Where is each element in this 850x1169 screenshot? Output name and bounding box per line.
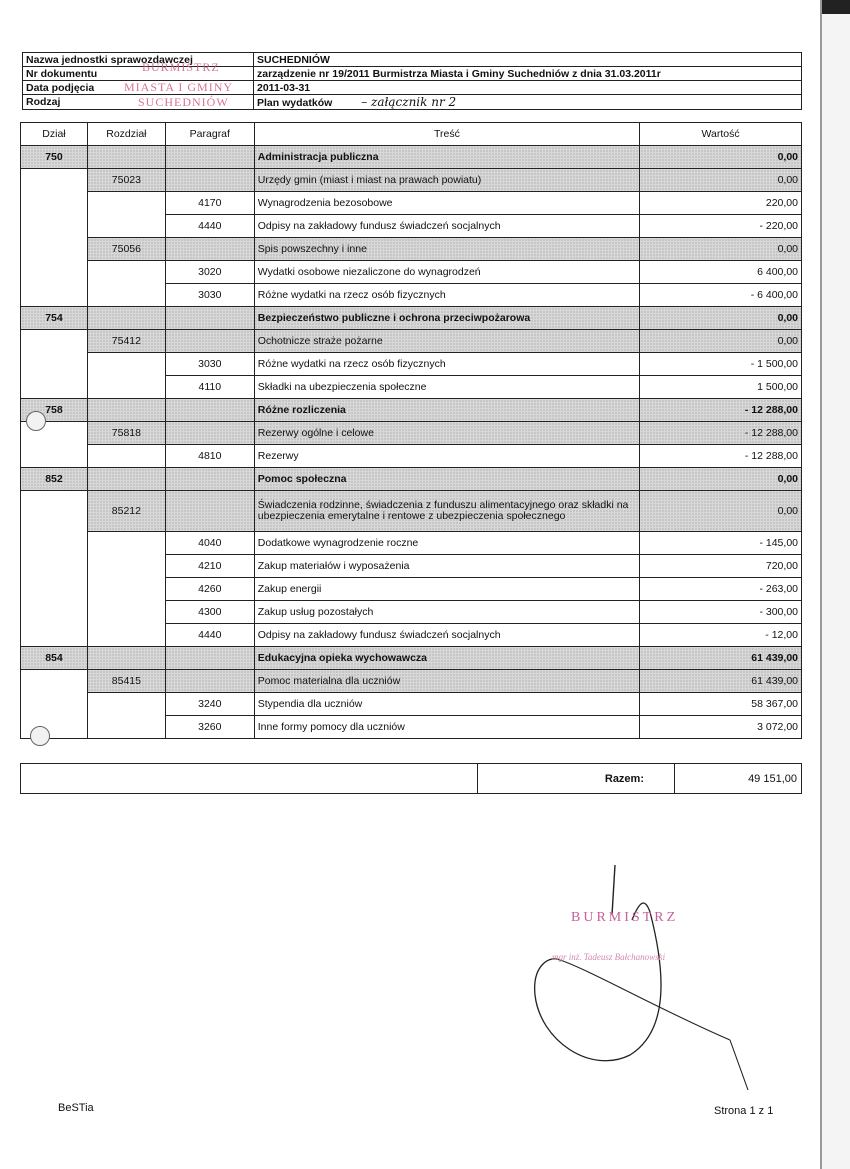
paragraph-value: - 263,00 bbox=[640, 578, 802, 601]
header-rozdzial: Rozdział bbox=[87, 123, 165, 146]
section-row bbox=[21, 468, 802, 491]
section-code: 852 bbox=[21, 468, 88, 491]
signature-name: mgr inż. Tadeusz Bałchanowski bbox=[552, 952, 666, 962]
paragraph-value: 3 072,00 bbox=[640, 716, 802, 739]
section-code: 750 bbox=[21, 146, 88, 169]
paragraph-code: 3260 bbox=[165, 716, 254, 739]
chapter-span-cell bbox=[87, 693, 165, 739]
scan-edge-corner bbox=[822, 0, 850, 14]
paragraph-row bbox=[21, 693, 802, 716]
section-code: 758 bbox=[21, 399, 88, 422]
section-row bbox=[21, 647, 802, 670]
handwritten-note: – załącznik nr 2 bbox=[361, 95, 457, 109]
paragraph-name: Odpisy na zakładowy fundusz świadczeń socjalnych bbox=[254, 215, 639, 238]
paragraph-value: - 220,00 bbox=[640, 215, 802, 238]
paragraph-code: 4210 bbox=[165, 555, 254, 578]
total-spacer bbox=[21, 764, 478, 794]
table-header-row bbox=[21, 123, 802, 146]
table-body bbox=[21, 146, 802, 739]
paragraph-value: - 1 500,00 bbox=[640, 353, 802, 376]
chapter-row bbox=[21, 491, 802, 532]
section-row bbox=[21, 146, 802, 169]
section-value: 61 439,00 bbox=[640, 647, 802, 670]
paragraph-value: - 300,00 bbox=[640, 601, 802, 624]
section-name: Różne rozliczenia bbox=[254, 399, 639, 422]
chapter-span-cell bbox=[87, 353, 165, 399]
paragraph-value: - 145,00 bbox=[640, 532, 802, 555]
paragraph-row bbox=[21, 192, 802, 215]
section-name: Pomoc społeczna bbox=[254, 468, 639, 491]
meta-label: Rodzaj bbox=[23, 95, 254, 110]
paragraph-row bbox=[21, 445, 802, 468]
section-empty bbox=[87, 307, 165, 330]
paragraph-row bbox=[21, 261, 802, 284]
meta-value: zarządzenie nr 19/2011 Burmistrza Miasta i Gminy Suchedniów z dnia 31.03.2011r bbox=[254, 67, 802, 81]
paragraph-code: 3030 bbox=[165, 353, 254, 376]
paragraph-value: 6 400,00 bbox=[640, 261, 802, 284]
meta-value bbox=[254, 95, 802, 110]
section-empty bbox=[165, 647, 254, 670]
section-code: 754 bbox=[21, 307, 88, 330]
header-dzial: Dział bbox=[21, 123, 88, 146]
header-wartosc: Wartość bbox=[640, 123, 802, 146]
chapter-name: Świadczenia rodzinne, świadczenia z funduszu alimentacyjnego oraz składki na ubezpieczenia emerytalne i rentowe z ubezpieczenia społecznego bbox=[254, 491, 639, 532]
section-span-cell bbox=[21, 169, 88, 307]
chapter-code: 85212 bbox=[87, 491, 165, 532]
paragraph-name: Stypendia dla uczniów bbox=[254, 693, 639, 716]
scan-edge bbox=[822, 0, 850, 1169]
chapter-row bbox=[21, 670, 802, 693]
paragraph-code: 3240 bbox=[165, 693, 254, 716]
scan-edge-line bbox=[820, 0, 822, 1169]
chapter-name: Spis powszechny i inne bbox=[254, 238, 639, 261]
meta-label: Nr dokumentu bbox=[23, 67, 254, 81]
paragraph-name: Wydatki osobowe niezaliczone do wynagrodzeń bbox=[254, 261, 639, 284]
chapter-row bbox=[21, 169, 802, 192]
punch-hole bbox=[26, 411, 46, 431]
meta-label: Data podjęcia bbox=[23, 81, 254, 95]
chapter-empty bbox=[165, 238, 254, 261]
section-empty bbox=[87, 468, 165, 491]
section-value: 0,00 bbox=[640, 468, 802, 491]
paragraph-code: 4040 bbox=[165, 532, 254, 555]
chapter-code: 85415 bbox=[87, 670, 165, 693]
total-table bbox=[20, 763, 802, 794]
meta-row bbox=[23, 67, 802, 81]
header-paragraf: Paragraf bbox=[165, 123, 254, 146]
total-value: 49 151,00 bbox=[675, 764, 802, 794]
paragraph-name: Różne wydatki na rzecz osób fizycznych bbox=[254, 284, 639, 307]
paragraph-name: Składki na ubezpieczenia społeczne bbox=[254, 376, 639, 399]
paragraph-row bbox=[21, 353, 802, 376]
total-label: Razem: bbox=[478, 764, 675, 794]
paragraph-name: Różne wydatki na rzecz osób fizycznych bbox=[254, 353, 639, 376]
chapter-span-cell bbox=[87, 532, 165, 647]
chapter-empty bbox=[165, 330, 254, 353]
chapter-empty bbox=[165, 491, 254, 532]
chapter-name: Rezerwy ogólne i celowe bbox=[254, 422, 639, 445]
section-row bbox=[21, 399, 802, 422]
paragraph-code: 4110 bbox=[165, 376, 254, 399]
chapter-row bbox=[21, 238, 802, 261]
paragraph-name: Odpisy na zakładowy fundusz świadczeń socjalnych bbox=[254, 624, 639, 647]
footer-software: BeSTia bbox=[58, 1102, 94, 1114]
chapter-code: 75412 bbox=[87, 330, 165, 353]
chapter-empty bbox=[165, 422, 254, 445]
chapter-name: Pomoc materialna dla uczniów bbox=[254, 670, 639, 693]
paragraph-code: 4440 bbox=[165, 624, 254, 647]
paragraph-code: 3030 bbox=[165, 284, 254, 307]
chapter-empty bbox=[165, 670, 254, 693]
paragraph-code: 4810 bbox=[165, 445, 254, 468]
expenditure-table bbox=[20, 122, 802, 739]
section-span-cell bbox=[21, 330, 88, 399]
stamp-line-3: SUCHEDNIÓW bbox=[138, 95, 229, 109]
chapter-value: 0,00 bbox=[640, 238, 802, 261]
paragraph-value: 1 500,00 bbox=[640, 376, 802, 399]
section-empty bbox=[87, 647, 165, 670]
paragraph-name: Zakup usług pozostałych bbox=[254, 601, 639, 624]
section-empty bbox=[165, 307, 254, 330]
paragraph-name: Wynagrodzenia bezosobowe bbox=[254, 192, 639, 215]
chapter-value: 0,00 bbox=[640, 169, 802, 192]
paragraph-name: Zakup energii bbox=[254, 578, 639, 601]
paragraph-code: 4440 bbox=[165, 215, 254, 238]
paragraph-name: Dodatkowe wynagrodzenie roczne bbox=[254, 532, 639, 555]
paragraph-code: 4170 bbox=[165, 192, 254, 215]
section-row bbox=[21, 307, 802, 330]
footer-page-number: Strona 1 z 1 bbox=[714, 1105, 774, 1117]
chapter-row bbox=[21, 330, 802, 353]
section-empty bbox=[165, 468, 254, 491]
header-tresc: Treść bbox=[254, 123, 639, 146]
chapter-value: 0,00 bbox=[640, 330, 802, 353]
punch-hole bbox=[30, 726, 50, 746]
paragraph-name: Zakup materiałów i wyposażenia bbox=[254, 555, 639, 578]
meta-value-text: Plan wydatków bbox=[257, 97, 333, 109]
chapter-name: Urzędy gmin (miast i miast na prawach powiatu) bbox=[254, 169, 639, 192]
section-empty bbox=[87, 146, 165, 169]
chapter-value: 0,00 bbox=[640, 491, 802, 532]
paragraph-code: 3020 bbox=[165, 261, 254, 284]
chapter-code: 75056 bbox=[87, 238, 165, 261]
paragraph-code: 4260 bbox=[165, 578, 254, 601]
section-empty bbox=[165, 399, 254, 422]
paragraph-value: - 12,00 bbox=[640, 624, 802, 647]
chapter-name: Ochotnicze straże pożarne bbox=[254, 330, 639, 353]
section-span-cell bbox=[21, 491, 88, 647]
total-row bbox=[21, 764, 802, 794]
meta-row bbox=[23, 53, 802, 67]
chapter-empty bbox=[165, 169, 254, 192]
paragraph-name: Inne formy pomocy dla uczniów bbox=[254, 716, 639, 739]
chapter-row bbox=[21, 422, 802, 445]
paragraph-code: 4300 bbox=[165, 601, 254, 624]
handwritten-signature bbox=[520, 860, 760, 1100]
section-empty bbox=[165, 146, 254, 169]
paragraph-name: Rezerwy bbox=[254, 445, 639, 468]
chapter-span-cell bbox=[87, 192, 165, 238]
paragraph-row bbox=[21, 532, 802, 555]
meta-value: SUCHEDNIÓW bbox=[254, 53, 802, 67]
chapter-span-cell bbox=[87, 445, 165, 468]
meta-value: 2011-03-31 bbox=[254, 81, 802, 95]
section-value: - 12 288,00 bbox=[640, 399, 802, 422]
chapter-value: 61 439,00 bbox=[640, 670, 802, 693]
chapter-span-cell bbox=[87, 261, 165, 307]
meta-label: Nazwa jednostki sprawozdawczej bbox=[23, 53, 254, 67]
section-name: Bezpieczeństwo publiczne i ochrona przeciwpożarowa bbox=[254, 307, 639, 330]
section-value: 0,00 bbox=[640, 307, 802, 330]
section-value: 0,00 bbox=[640, 146, 802, 169]
section-span-cell bbox=[21, 670, 88, 739]
paragraph-value: 58 367,00 bbox=[640, 693, 802, 716]
chapter-code: 75818 bbox=[87, 422, 165, 445]
section-empty bbox=[87, 399, 165, 422]
chapter-value: - 12 288,00 bbox=[640, 422, 802, 445]
signature-stamp: BURMISTRZ bbox=[571, 910, 679, 925]
stamp-line-2: MIASTA I GMINY bbox=[124, 80, 234, 94]
paragraph-value: - 6 400,00 bbox=[640, 284, 802, 307]
paragraph-value: - 12 288,00 bbox=[640, 445, 802, 468]
paragraph-value: 720,00 bbox=[640, 555, 802, 578]
stamp-line-1: BURMISTRZ bbox=[142, 60, 220, 74]
section-name: Administracja publiczna bbox=[254, 146, 639, 169]
section-name: Edukacyjna opieka wychowawcza bbox=[254, 647, 639, 670]
chapter-code: 75023 bbox=[87, 169, 165, 192]
section-code: 854 bbox=[21, 647, 88, 670]
paragraph-value: 220,00 bbox=[640, 192, 802, 215]
